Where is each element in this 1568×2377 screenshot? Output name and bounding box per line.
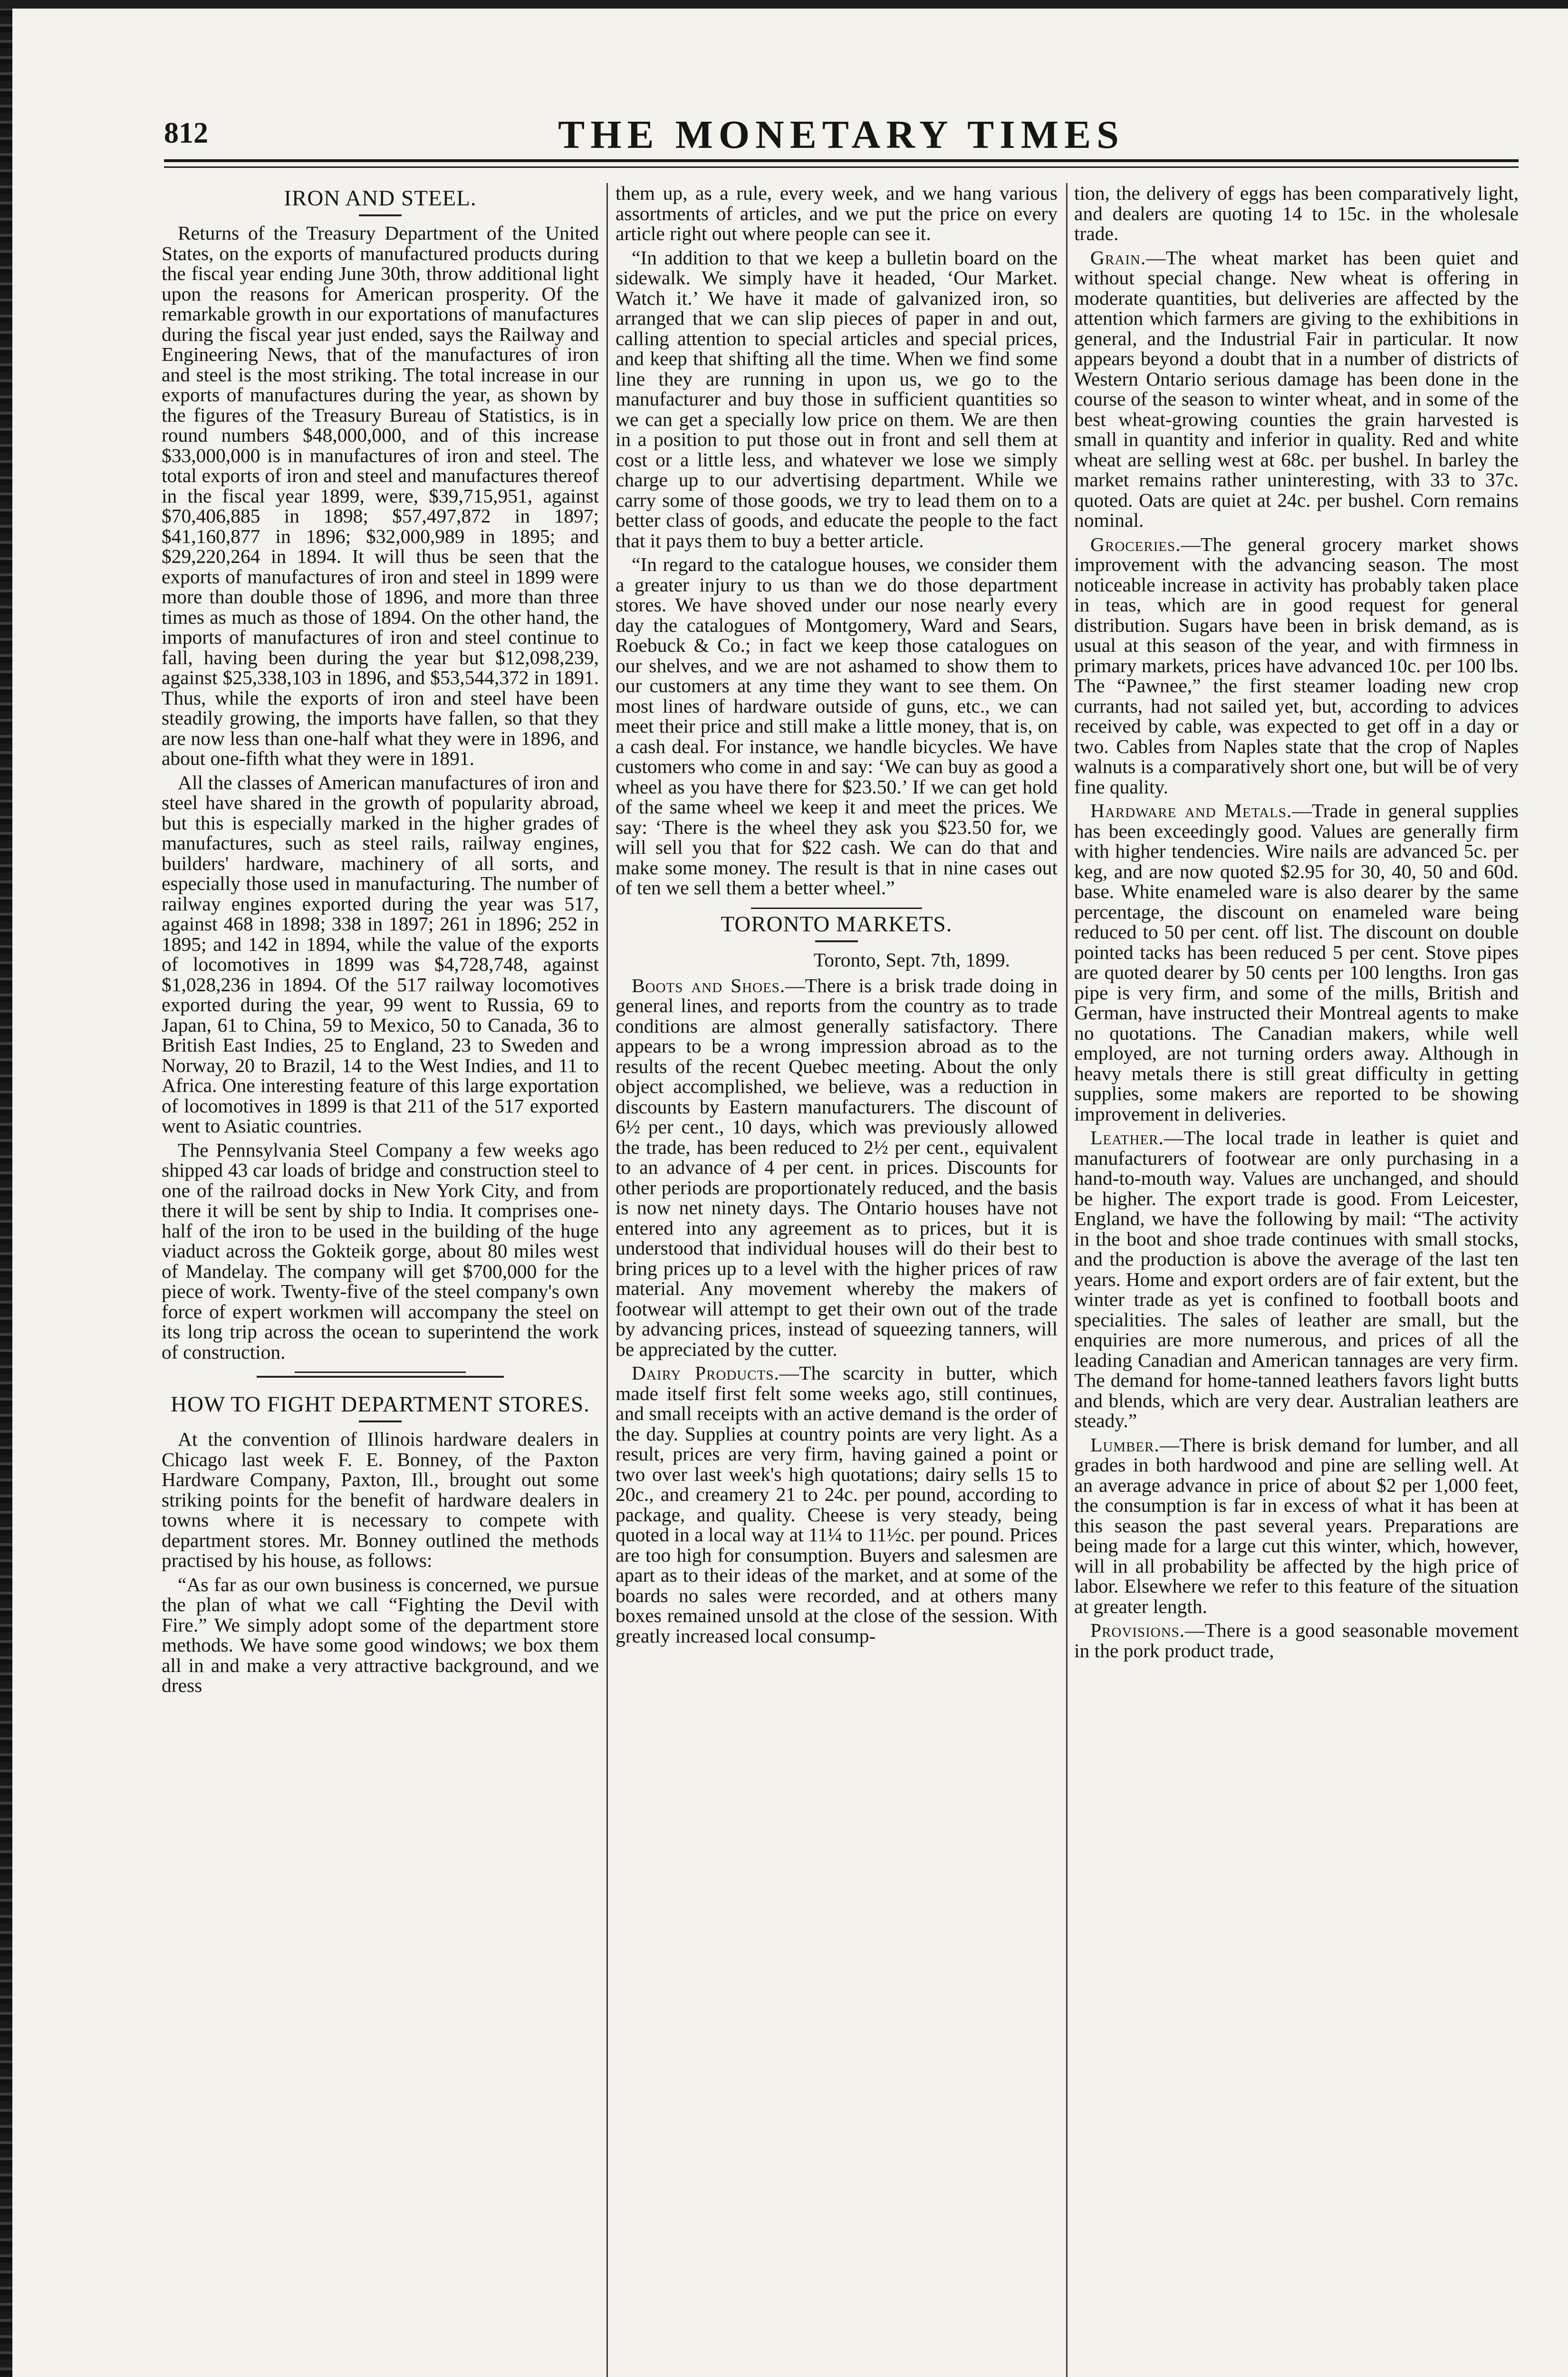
market-heading: Groceries. xyxy=(1090,533,1181,555)
column-2 xyxy=(616,183,1058,2377)
market-heading: Boots and Shoes. xyxy=(632,974,786,996)
title-rule xyxy=(815,940,858,942)
section-title-iron-steel: IRON AND STEEL. xyxy=(284,186,477,211)
dateline: Toronto, Sept. 7th, 1899. xyxy=(813,948,1010,971)
section-divider xyxy=(751,908,922,909)
page-number: 812 xyxy=(164,117,208,149)
market-text: —There is brisk demand for lumber, and all grades in both hardwood and pine are selling well. At an average advance in price of about $2 per 1,000 feet, the consumption is far in excess of what it has been at this season the past several years. Preparations are being made for a large cut this winter, which, however, will in all probability be affected by the high price of labor. Elsewhere we refer to this feature of the situation at greater length. xyxy=(1074,1433,1519,1617)
market-paragraph-grain xyxy=(1074,248,1519,531)
header-rule-thin xyxy=(164,166,1519,168)
market-paragraph-provisions xyxy=(1074,1620,1519,1661)
binding-edge xyxy=(0,0,12,2377)
market-heading: Grain. xyxy=(1090,246,1146,269)
market-paragraph-boots xyxy=(616,976,1058,1360)
market-heading: Leather. xyxy=(1090,1127,1164,1149)
market-text: —The wheat market has been quiet and without special change. New wheat is offering in moderate quantities, but deliveries are affected by the attention which farmers are giving to the exhibitions in general, and the Industrial Fair in particular. It now appears beyond a doubt that in a number of districts of Western Ontario serious damage has been done in the course of the season to winter wheat, and in some of the best wheat-growing counties the grain harvested is small in quantity and inferior in quality. Red and white wheat are selling west at 68c. per bushel. In barley the market remains rather uninteresting, with 33 to 37c. quoted. Oats are quiet at 24c. per bushel. Corn remains nominal. xyxy=(1074,246,1519,531)
section-title-department-stores: HOW TO FIGHT DEPARTMENT STORES. xyxy=(171,1392,590,1417)
market-paragraph-leather xyxy=(1074,1128,1519,1431)
market-text: —The local trade in leather is quiet and manufacturers of footwear are only purchasing in a hand-to-mouth way. Values are unchanged, and should be higher. The export trade is good. From Leicester, England, we have the following by mail: “The activity in the boot and shoe trade continues with small stocks, and the production is above the average of the last ten years. Home and export orders are of fair extent, but the winter trade as yet is confined to football boots and specialities. The sales of leather are small, but the enquiries are more numerous, and prices of all the leading Canadian and American tannages are very firm. The demand for home-tanned leathers favors light butts and blends, which are very dear. Australian leathers are steady.” xyxy=(1074,1127,1519,1431)
section-title-toronto-markets: TORONTO MARKETS. xyxy=(721,911,952,937)
page-header xyxy=(164,107,1519,155)
paragraph: Returns of the Treasury Department of the United States, on the exports of manufactured products during the fiscal year ending June 30th, throw additional light upon the reasons for American prosperity. Of the remarkable growth in our exportations of manufactures during the fiscal year just ended, says the Railway and Engineering News, that of the manufactures of iron and steel is the most striking. The total increase in our exports of manufactures during the year, as shown by the figures of the Treasury Bureau of Statistics, is in round numbers $48,000,000, and of this increase $33,000,000 is in manufactures of iron and steel. The total exports of iron and steel and manufactures thereof in the fiscal year 1899, were, $39,715,951, against $70,406,885 in 1898; $57,497,872 in 1897; $41,160,877 in 1896; $32,000,989 in 1895; and $29,220,264 in 1894. It will thus be seen that the exports of manufactures of iron and steel in 1899 were more than double those of 1896, and more than three times as much as those of 1894. On the other hand, the imports of manufactures of iron and steel continue to fall, having been during the year but $12,098,239, against $25,338,103 in 1896, and $53,544,372 in 1891. Thus, while the exports of iron and steel have been steadily growing, the imports have fallen, so that they are now less than one-half what they were in 1896, and about one-fifth what they were in 1891. xyxy=(162,222,599,769)
title-rule xyxy=(359,1420,402,1422)
scan-border xyxy=(0,0,1568,9)
market-paragraph-hardware xyxy=(1074,801,1519,1124)
paragraph: All the classes of American manufactures of iron and steel have shared in the growth of popularity abroad, but this is especially marked in the higher grades of manufactures, such as steel rails, railway engines, builders' hardware, machinery of all sorts, and especially those used in manufacturing. The number of railway engines exported during the year was 517, against 468 in 1898; 338 in 1897; 261 in 1896; 252 in 1895; and 142 in 1894, while the value of the exports of locomotives in 1899 was $4,728,748, against $1,028,236 in 1894. Of the 517 railway locomotives exported during the year, 99 went to Russia, 69 to Japan, 61 to China, 59 to Mexico, 50 to Canada, 36 to British East Indies, 25 to England, 23 to Sweden and Norway, 20 to Brazil, 14 to the West Indies, and 11 to Africa. One interesting feature of this large exportation of locomotives in 1899 is that 211 of the 517 exported went to Asiatic countries. xyxy=(162,771,599,1137)
market-text: —Trade in general supplies has been exceedingly good. Values are generally firm with higher tendencies. Wire nails are advanced 5c. per keg, and are now quoted $2.95 for 30, 40, 50 and 60d. base. White enameled ware is also dearer by the same percentage, the discount on enameled ware being reduced to 50 per cent. off list. The discount on double pointed tacks has been reduced 5 per cent. Stove pipes are quoted dearer by 50 cents per 100 lengths. Iron gas pipe is very firm, and some of the mills, British and German, have instructed their Montreal agents to make no quotations. The Canadian makers, while well employed, are not turning orders away. Although in heavy metals there is still great difficulty in getting supplies, some makers are reported to be showing improvement in deliveries. xyxy=(1074,800,1519,1125)
column-3 xyxy=(1074,183,1519,2377)
market-paragraph-dairy xyxy=(616,1363,1058,1646)
section-divider-thick xyxy=(257,1376,504,1378)
paragraph: “As far as our own business is concerned, we pursue the plan of what we call “Fighting the Devil with Fire.” We simply adopt some of the department store methods. We have some good windows; we box them all in and make a very attractive background, and we dress xyxy=(162,1573,599,1696)
market-heading: Provisions. xyxy=(1090,1619,1185,1641)
market-paragraph-groceries xyxy=(1074,534,1519,797)
paragraph: At the convention of Illinois hardware dealers in Chicago last week F. E. Bonney, of the Paxton Hardware Company, Paxton, Ill., brought out some striking points for the benefit of hardware dealers in towns where it is necessary to compete with department stores. Mr. Bonney outlined the methods practised by his house, as follows: xyxy=(162,1428,599,1571)
section-divider xyxy=(295,1372,466,1373)
market-text: —The scarcity in butter, which made itself first felt some weeks ago, still continues, and small receipts with an active demand is the order of the day. Supplies at country points are very light. As a result, prices are very firm, having gained a point or two over last week's high quotations; dairy sells 15 to 20c., and creamery 21 to 24c. per pound, according to package, and quality. Cheese is very steady, being quoted in a local way at 11¼ to 11½c. per pound. Prices are too high for consumption. Buyers and salesmen are apart as to their ideas of the market, and at some of the boards no sales were recorded, and at others many boxes remained unsold at the close of the session. With greatly increased local consump- xyxy=(616,1362,1058,1647)
column-divider xyxy=(606,183,608,2377)
column-1 xyxy=(162,183,599,2377)
column-divider xyxy=(1066,183,1068,2377)
market-text: —There is a brisk trade doing in general lines, and reports from the country as to trade conditions are almost generally satisfactory. There appears to be a wrong impression abroad as to the results of the recent Quebec meeting. About the only object accomplished, we believe, was a reduction in discounts by Eastern manufacturers. The discount of 6½ per cent., 10 days, which was previously allowed the trade, has been reduced to 2½ per cent., equivalent to an advance of 4 per cent. in prices. Discounts for other periods are proportionately reduced, and the basis is now net ninety days. The Ontario houses have not entered into any agreement as to prices, but it is understood that individual houses will do their best to bring prices up to a level with the higher prices of raw material. Any movement whereby the makers of footwear will attempt to get their own out of the trade by advancing prices, instead of squeezing tanners, will be appreciated by the cutter. xyxy=(616,974,1058,1360)
market-heading: Dairy Products. xyxy=(632,1362,779,1384)
paragraph: “In regard to the catalogue houses, we consider them a greater injury to us than we do those department stores. We have shoved under our nose nearly every day the catalogues of Montgomery, Ward and Sears, Roebuck & Co.; in fact we keep those catalogues on our shelves, and we are not ashamed to show them to our customers at any time they want to see them. On most lines of hardware outside of guns, etc., we can meet their price and still make a little money, that is, on a cash deal. For instance, we handle bicycles. We have customers who come in and say: ‘We can buy as good a wheel as you have there for $23.50.’ If we can get hold of the same wheel we keep it and meet the prices. We say: ‘There is the wheel they ask you $23.50 for, we will sell you that for $22 cash. We can do that and make some money. The result is that in nine cases out of ten we sell them a better wheel.” xyxy=(616,553,1058,899)
market-text: —The general grocery market shows improvement with the advancing season. The most noticeable increase in activity has probably taken place in teas, which are in good request for general distribution. Sugars have been in brisk demand, as is usual at this season of the year, and with firmness in primary markets, prices have advanced 10c. per 100 lbs. The “Pawnee,” the first steamer loading new crop currants, had not sailed yet, but, according to advices received by cable, was expected to get off in a day or two. Cables from Naples state that the crop of Naples walnuts is a comparatively short one, but will be of very fine quality. xyxy=(1074,533,1519,798)
paragraph: The Pennsylvania Steel Company a few weeks ago shipped 43 car loads of bridge and construction steel to one of the railroad docks in New York City, and from there it will be sent by ship to India. It comprises one-half of the iron to be used in the building of the huge viaduct across the Gokteik gorge, about 80 miles west of Mandelay. The company will get $700,000 for the piece of work. Twenty-five of the steel company's own force of expert workmen will accompany the steel on its long trip across the ocean to superintend the work of construction. xyxy=(162,1139,599,1363)
market-heading: Hardware and Metals. xyxy=(1090,800,1292,821)
paragraph: tion, the delivery of eggs has been comparatively light, and dealers are quoting 14 to 15c. in the wholesale trade. xyxy=(1074,183,1519,244)
market-heading: Lumber. xyxy=(1090,1433,1160,1456)
market-paragraph-lumber xyxy=(1074,1435,1519,1617)
paragraph: “In addition to that we keep a bulletin board on the sidewalk. We simply have it headed, ‘Our Market. Watch it.’ We have it made of galvanized iron, so arranged that we can slip pieces of paper in and out, calling attention to special articles and special prices, and keep that shifting all the time. When we find some line they are running in upon us, we go to the manufacturer and buy those in sufficient quantities so we can get a specially low price on them. We are then in a position to put those out in front and sell them at cost or a little less, and whatever we lose we simply charge up to our advertising department. While we carry some of those goods, we try to lead them on to a better class of goods, and educate the people to the fact that it pays them to buy a better article. xyxy=(616,246,1058,551)
header-rule xyxy=(164,159,1519,162)
title-rule xyxy=(359,214,402,216)
masthead-title: THE MONETARY TIMES xyxy=(558,113,1125,157)
market-text: —There is a good seasonable movement in the pork product trade, xyxy=(1074,1619,1519,1662)
paragraph: them up, as a rule, every week, and we hang various assortments of articles, and we put the price on every article right out where people can see it. xyxy=(616,183,1058,244)
